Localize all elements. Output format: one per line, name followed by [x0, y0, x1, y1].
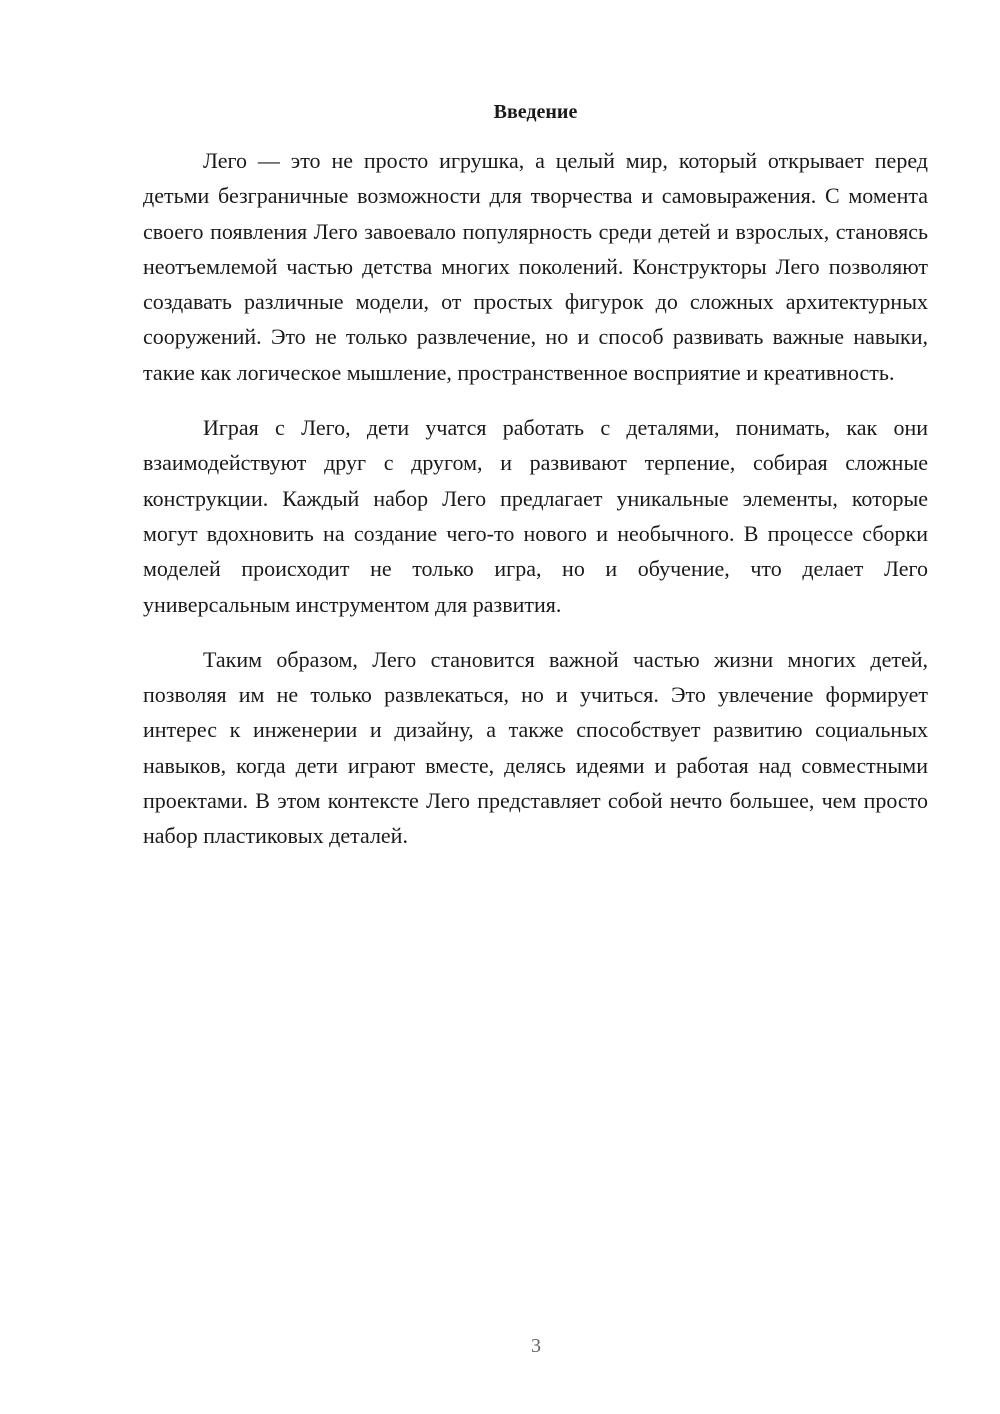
paragraph-3: Таким образом, Лего становится важной частью жизни многих детей, позволяя им не только развлекаться, но и учиться. Это увлечение формирует интерес к инженерии и дизайну, а также способствует развитию социальных навыков, когда дети играют вместе, делясь идеями и работая над совместными проектами. В этом контексте Лего представляет собой нечто большее, чем просто набор пластиковых деталей.	[143, 646, 928, 849]
paragraph-1: Лего — это не просто игрушка, а целый мир, который открывает перед детьми безграничные возможности для творчества и самовыражения. С момента своего появления Лего завоевало популярность среди детей и взрослых, становясь неотъемлемой частью детства многих поколений. Конструкторы Лего позволяют создавать различные модели, от простых фигурок до сложных архитектурных сооружений. Это не только развлечение, но и способ развивать важные навыки, такие как логическое мышление, пространственное восприятие и креативность.	[143, 148, 928, 385]
page-number: 3	[531, 1335, 541, 1357]
page-title: Введение	[493, 101, 578, 123]
body-text	[143, 143, 928, 874]
paragraph-2: Играя с Лего, дети учатся работать с деталями, понимать, как они взаимодействуют друг с другом, и развивают терпение, собирая сложные конструкции. Каждый набор Лего предлагает уникальные элементы, которые могут вдохновить на создание чего-то нового и необычного. В процессе сборки моделей происходит не только игра, но и обучение, что делает Лего универсальным инструментом для развития.	[143, 415, 928, 617]
